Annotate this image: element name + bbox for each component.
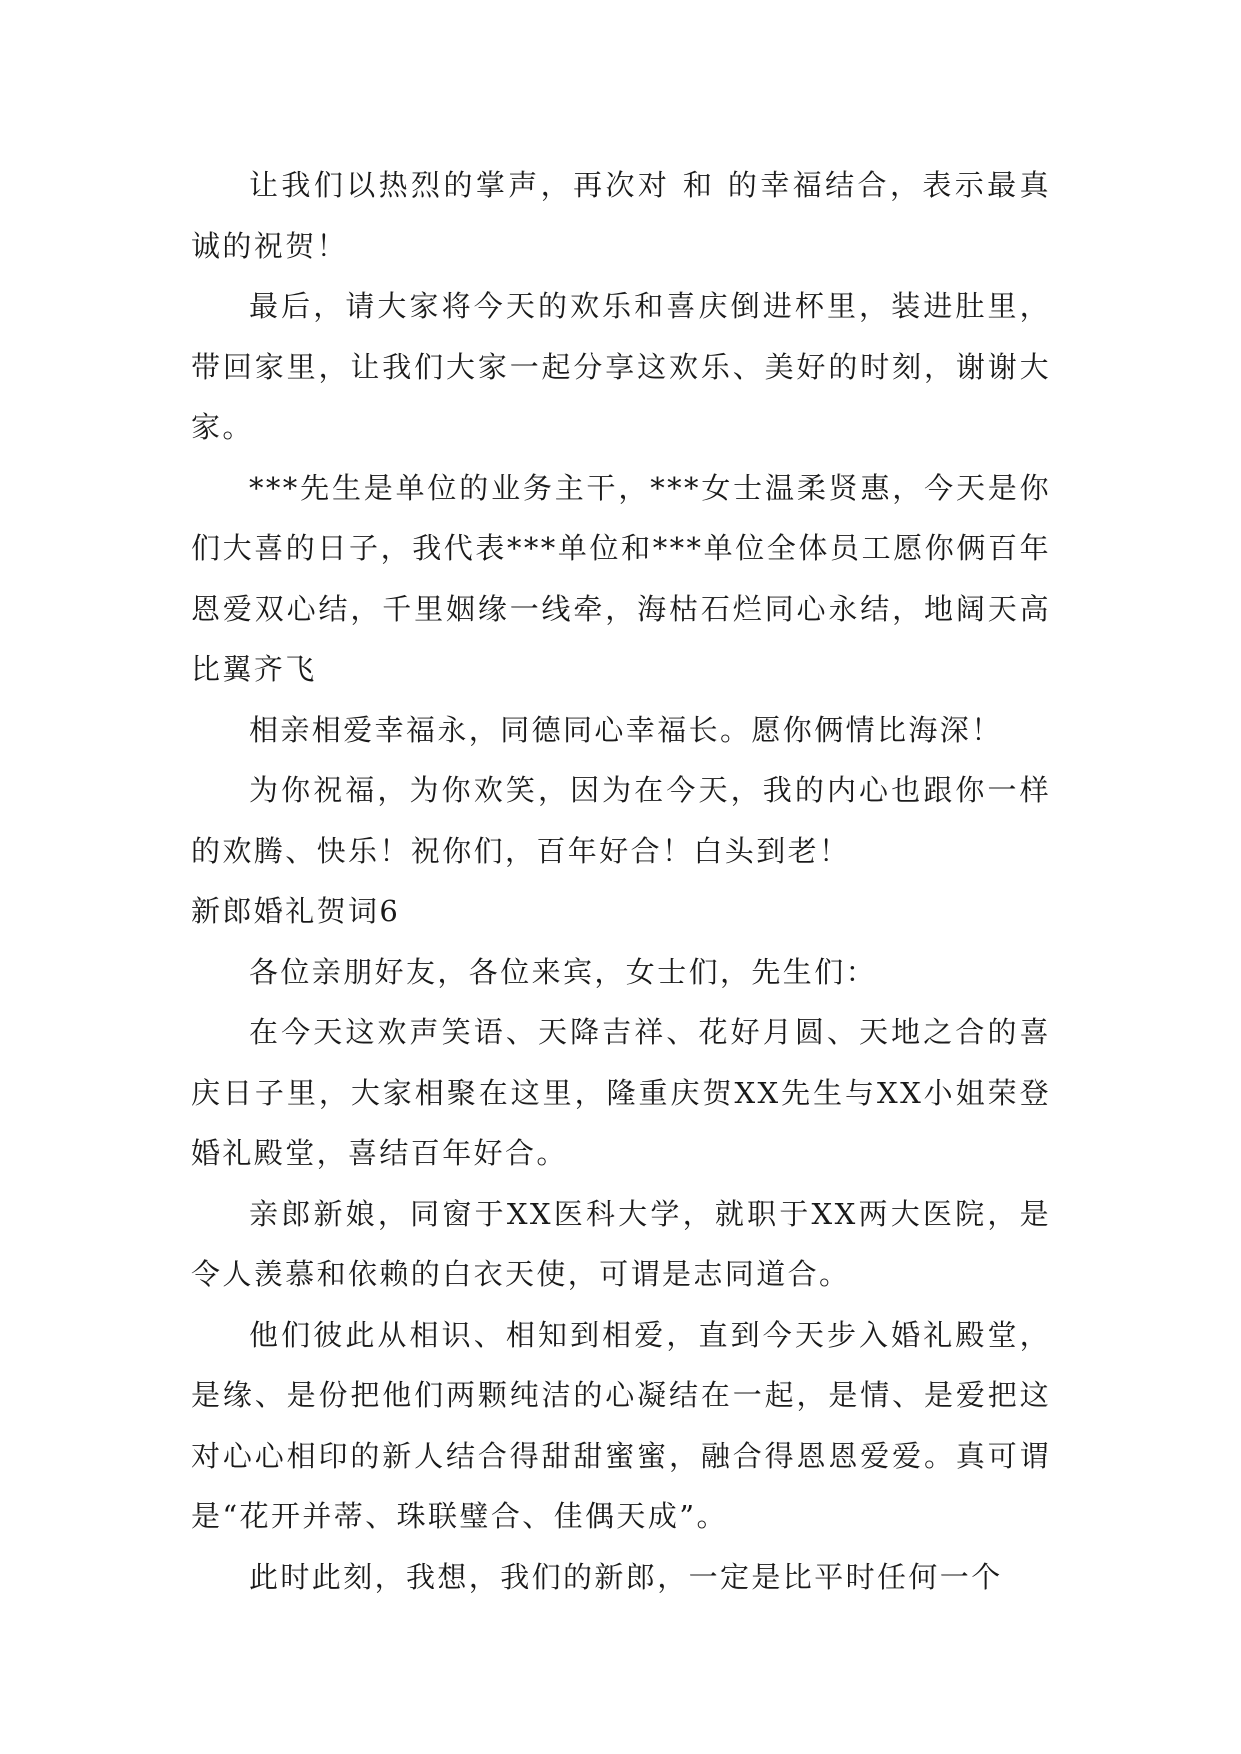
- paragraph: 他们彼此从相识、相知到相爱，直到今天步入婚礼殿堂，是缘、是份把他们两颗纯洁的心凝结在一起，是情、是爱把这对心心相印的新人结合得甜甜蜜蜜，融合得恩恩爱爱。真可谓是“花开并蒂、珠联璧合、佳偶天成”。: [191, 1317, 1051, 1533]
- paragraph: 亲郎新娘，同窗于XX医科大学，就职于XX两大医院，是令人羡慕和依赖的白衣天使，可谓是志同道合。: [191, 1196, 1051, 1291]
- paragraph: 为你祝福，为你欢笑，因为在今天，我的内心也跟你一样的欢腾、快乐！祝你们，百年好合！白头到老！: [191, 773, 1051, 868]
- document-body: [191, 155, 1051, 1607]
- paragraph: 此时此刻，我想，我们的新郎，一定是比平时任何一个: [249, 1559, 1003, 1594]
- paragraph: ***先生是单位的业务主干，***女士温柔贤惠，今天是你们大喜的日子，我代表***单位和***单位全体员工愿你俩百年恩爱双心结，千里姻缘一线牵，海枯石烂同心永结，地阔天高比翼齐飞: [191, 470, 1051, 686]
- paragraph: 各位亲朋好友，各位来宾，女士们，先生们：: [249, 954, 878, 989]
- paragraph: 最后，请大家将今天的欢乐和喜庆倒进杯里，装进肚里，带回家里，让我们大家一起分享这欢乐、美好的时刻，谢谢大家。: [191, 289, 1051, 444]
- paragraph: 在今天这欢声笑语、天降吉祥、花好月圆、天地之合的喜庆日子里，大家相聚在这里，隆重庆贺XX先生与XX小姐荣登婚礼殿堂，喜结百年好合。: [191, 1015, 1051, 1170]
- section-heading: 新郎婚礼贺词6: [191, 894, 401, 928]
- paragraph: 让我们以热烈的掌声，再次对 和 的幸福结合，表示最真诚的祝贺！: [191, 168, 1051, 263]
- paragraph: 相亲相爱幸福永，同德同心幸福长。愿你俩情比海深！: [249, 712, 1003, 747]
